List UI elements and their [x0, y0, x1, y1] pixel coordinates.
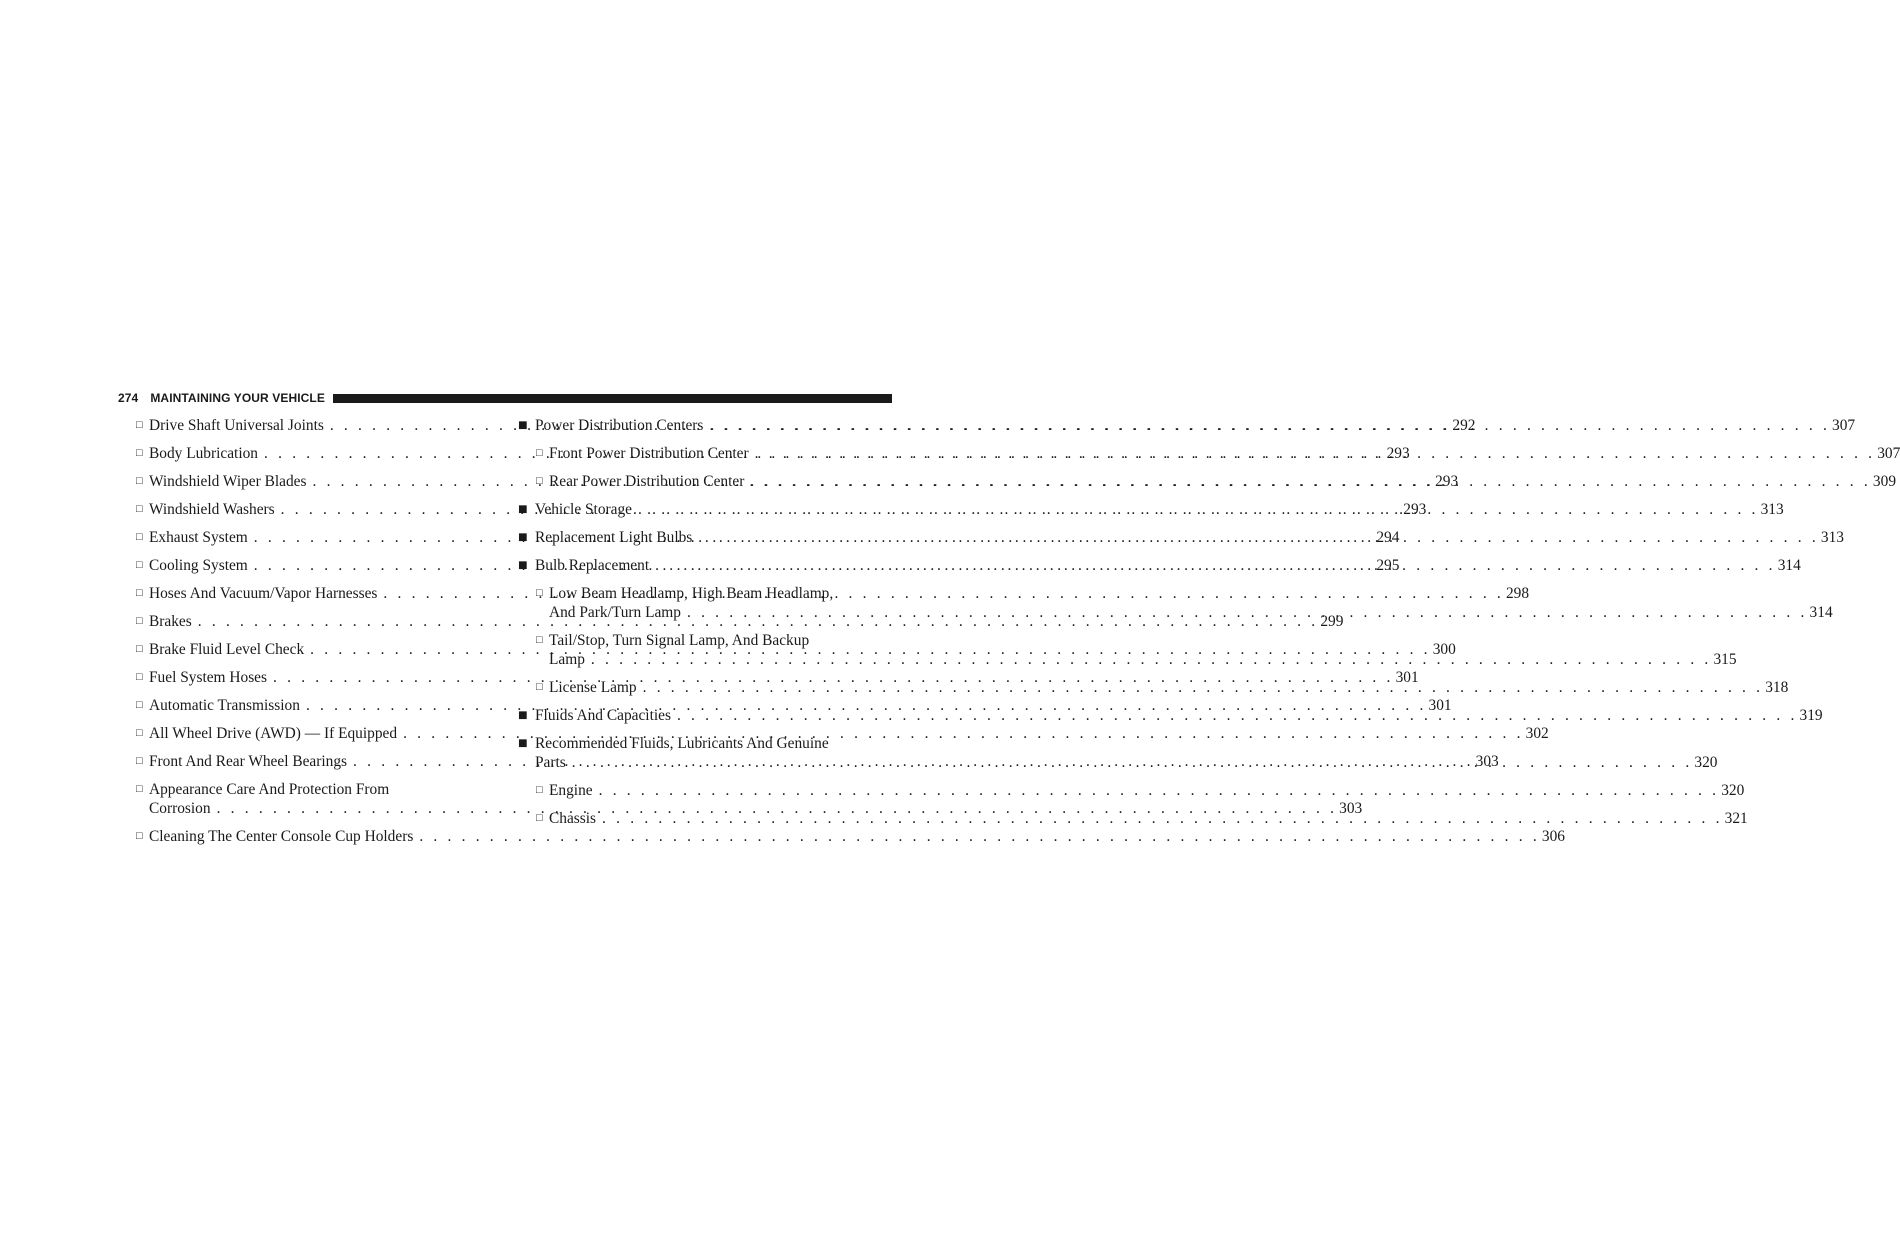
filled-square-bullet-icon: ■ [518, 529, 528, 546]
page-ref: 299 [1320, 613, 1344, 630]
page-ref: 301 [1395, 669, 1419, 686]
section-title: MAINTAINING YOUR VEHICLE [150, 391, 325, 405]
entry-title: Engine [549, 782, 593, 799]
toc-entry[interactable] [518, 781, 1745, 800]
page-ref: 294 [1376, 529, 1400, 546]
page-ref: 314 [1809, 604, 1833, 621]
page-ref: 293 [1386, 445, 1410, 462]
hollow-square-bullet-icon: □ [136, 475, 143, 487]
hollow-square-bullet-icon: □ [136, 830, 143, 842]
entry-title: All Wheel Drive (AWD) — If Equipped [149, 725, 398, 742]
entry-title: Power Distribution Centers [535, 417, 704, 434]
page-ref: 293 [1403, 501, 1427, 518]
entry-title: Front Power Distribution Center [549, 445, 749, 462]
entry-title: Chassis [549, 810, 597, 827]
entry-title: Rear Power Distribution Center [549, 473, 745, 490]
hollow-square-bullet-icon: □ [136, 755, 143, 767]
entry-title: Windshield Wiper Blades [149, 473, 307, 490]
hollow-square-bullet-icon: □ [536, 447, 543, 459]
entry-title: Fluids And Capacities [535, 707, 671, 724]
page-ref: 292 [1452, 417, 1476, 434]
entry-title: Fuel System Hoses [149, 669, 267, 686]
page-ref: 306 [1541, 828, 1565, 845]
dot-leader [709, 416, 1830, 435]
page-ref: 315 [1713, 651, 1737, 668]
entry-title: Body Lubrication [149, 445, 258, 462]
dot-leader [750, 472, 1871, 491]
page-ref: 301 [1428, 697, 1452, 714]
toc-entry[interactable] [518, 706, 1823, 725]
entry-title: Bulb Replacement [535, 557, 650, 574]
hollow-square-bullet-icon: □ [136, 503, 143, 515]
hollow-square-bullet-icon: □ [136, 587, 143, 599]
entry-title: Tail/Stop, Turn Signal Lamp, And Backup [549, 632, 810, 649]
page-ref: 314 [1777, 557, 1801, 574]
entry-title: Exhaust System [149, 529, 248, 546]
dot-leader [643, 678, 1764, 697]
filled-square-bullet-icon: ■ [518, 501, 528, 518]
entry-title: Vehicle Storage [535, 501, 633, 518]
entry-title: Brakes [149, 613, 192, 630]
entry-title: Automatic Transmission [149, 697, 300, 714]
page-ref: 319 [1799, 707, 1823, 724]
page-ref: 321 [1724, 810, 1748, 827]
toc-entry[interactable] [136, 668, 1419, 687]
page-ref: 307 [1877, 445, 1900, 462]
entry-title: Brake Fluid Level Check [149, 641, 305, 658]
hollow-square-bullet-icon: □ [536, 475, 543, 487]
page-ref: 300 [1432, 641, 1456, 658]
filled-square-bullet-icon: ■ [518, 735, 528, 752]
entry-title: Cleaning The Center Console Cup Holders [149, 828, 414, 845]
entry-title: Drive Shaft Universal Joints [149, 417, 324, 434]
page-ref: 298 [1505, 585, 1530, 602]
filled-square-bullet-icon: ■ [518, 707, 528, 724]
hollow-square-bullet-icon: □ [136, 559, 143, 571]
page-number: 274 [118, 391, 139, 405]
page-ref: 295 [1376, 557, 1400, 574]
dot-leader [638, 500, 1759, 519]
page-header [118, 390, 892, 406]
page-ref: 303 [1475, 753, 1499, 770]
toc-entry[interactable] [518, 678, 1789, 697]
hollow-square-bullet-icon: □ [136, 727, 143, 739]
entry-title: Cooling System [149, 557, 248, 574]
dot-leader [591, 650, 1712, 669]
hollow-square-bullet-icon: □ [136, 699, 143, 711]
page-ref: 318 [1765, 679, 1789, 696]
dot-leader [655, 556, 1776, 575]
dot-leader [677, 706, 1798, 725]
page-ref: 307 [1832, 417, 1856, 434]
hollow-square-bullet-icon: □ [136, 783, 143, 795]
page-ref: 320 [1721, 782, 1745, 799]
hollow-square-bullet-icon: □ [536, 681, 543, 693]
dot-leader [687, 603, 1808, 622]
entry-title: License Lamp [549, 679, 637, 696]
dot-leader [602, 809, 1723, 828]
entry-title: Hoses And Vacuum/Vapor Harnesses [149, 585, 378, 602]
page-ref: 313 [1820, 529, 1844, 546]
page-ref: 309 [1872, 473, 1897, 490]
filled-square-bullet-icon: ■ [518, 557, 528, 574]
dot-leader [698, 528, 1819, 547]
dot-leader [755, 444, 1876, 463]
hollow-square-bullet-icon: □ [136, 419, 143, 431]
toc-entry[interactable] [136, 696, 1452, 715]
entry-title: Recommended Fluids, Lubricants And Genuine [535, 735, 829, 752]
toc-entry[interactable] [136, 827, 1565, 846]
hollow-square-bullet-icon: □ [136, 447, 143, 459]
dot-leader [599, 781, 1720, 800]
entry-title: Parts [535, 754, 566, 771]
hollow-square-bullet-icon: □ [136, 643, 143, 655]
page-ref: 320 [1694, 754, 1718, 771]
hollow-square-bullet-icon: □ [536, 812, 543, 824]
toc-entry[interactable] [136, 724, 1549, 743]
hollow-square-bullet-icon: □ [136, 615, 143, 627]
entry-title: And Park/Turn Lamp [549, 604, 681, 621]
dot-leader [572, 753, 1693, 772]
hollow-square-bullet-icon: □ [536, 587, 543, 599]
entry-title: Replacement Light Bulbs [535, 529, 693, 546]
hollow-square-bullet-icon: □ [536, 784, 543, 796]
page-ref: 303 [1339, 800, 1363, 817]
filled-square-bullet-icon: ■ [518, 417, 528, 434]
page-ref: 313 [1760, 501, 1784, 518]
entry-title: Corrosion [149, 800, 211, 817]
page-ref: 293 [1435, 473, 1459, 490]
entry-title: Lamp [549, 651, 585, 668]
entry-title: Front And Rear Wheel Bearings [149, 753, 348, 770]
entry-title: Low Beam Headlamp, High Beam Headlamp, [549, 585, 834, 602]
header-rule [333, 394, 892, 403]
hollow-square-bullet-icon: □ [136, 531, 143, 543]
hollow-square-bullet-icon: □ [536, 634, 543, 646]
hollow-square-bullet-icon: □ [136, 671, 143, 683]
entry-title: Appearance Care And Protection From [149, 781, 390, 798]
toc-entry[interactable] [518, 809, 1748, 828]
page-ref: 302 [1525, 725, 1549, 742]
entry-title: Windshield Washers [149, 501, 275, 518]
